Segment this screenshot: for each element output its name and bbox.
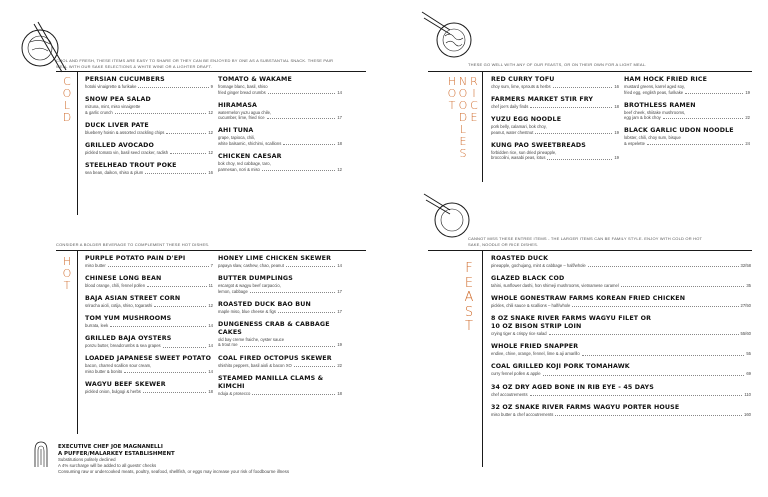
menu-item [218, 355, 342, 369]
dish-price: 18 [337, 390, 342, 396]
dish-price-line [85, 130, 213, 136]
dish-description: maple miso, blue cheese & figs [218, 308, 276, 314]
dish-description: watermelon yuzu agua chile, [218, 109, 272, 115]
dish-price-line [491, 283, 751, 289]
restaurant-logo-icon [33, 440, 49, 468]
section-title-letter: H [447, 75, 457, 88]
cold-column-right [218, 76, 342, 179]
menu-item [218, 127, 342, 146]
menu-item [218, 321, 342, 348]
dot-leader [294, 366, 336, 367]
dish-name: SNOW PEA SALAD [85, 96, 151, 104]
dot-leader [115, 113, 207, 114]
menu-item [85, 122, 213, 136]
dot-leader [647, 144, 743, 145]
section-title-letter: O [447, 87, 457, 100]
noodles-intro: THESE GO WELL WITH ANY OF OUR FEASTS, OR ON THEIR OWN FOR A LIGHT MEAL. [468, 62, 647, 67]
dot-leader [267, 118, 336, 119]
noodles-column-right [624, 76, 750, 153]
dish-name: HAM HOCK FRIED RICE [624, 76, 708, 83]
dish-description: & garlic crunch [85, 109, 113, 115]
dish-name: STEAMED MANILLA CLAMS & KIMCHI [218, 374, 324, 390]
dish-name: DUCK LIVER PATE [85, 121, 149, 129]
dish-description: forbidden rice, sun dried pineapple, [491, 149, 557, 155]
dish-description: miso butter & bonito [85, 369, 123, 375]
dot-leader [530, 107, 612, 108]
dish-price-line [491, 84, 619, 90]
dish-description: tahini, sunflower dashi, hon shimeji mushrooms, vietnamese caramel [491, 283, 619, 289]
menu-item [85, 335, 213, 349]
dish-name: LOADED JAPANESE SWEET POTATO [85, 355, 212, 363]
dot-leader [138, 87, 208, 88]
feast-items-list [491, 255, 751, 424]
dish-name: RED CURRY TOFU [491, 76, 555, 83]
dish-price-line [85, 389, 213, 395]
dish-description: ponzu butter, breadcrumbs & sea grapes [85, 343, 161, 349]
dot-leader [154, 306, 206, 307]
dish-name: FARMERS MARKET STIR FRY [491, 96, 594, 104]
dish-price: 17 [337, 308, 342, 314]
dish-description: pickles, chili sauce & scallions – half/whole [491, 303, 571, 309]
dish-price-line [85, 369, 213, 375]
dish-price: 19 [614, 155, 619, 161]
cold-column-left [85, 76, 213, 182]
establishment-credit: A PUFFER/MALARKEY ESTABLISHMENT [58, 450, 175, 457]
dish-name: DUNGENESS CRAB & CABBAGE CAKES [218, 320, 330, 336]
hot-column-left [85, 255, 213, 401]
dot-leader [663, 118, 744, 119]
dish-price: 17 [337, 288, 342, 294]
hot-vertical-rule [77, 251, 78, 434]
dish-price: 27/50 [740, 303, 751, 309]
section-title-letter: T [448, 99, 456, 112]
dish-price: 16 [614, 84, 619, 89]
dish-price-line [218, 141, 342, 147]
dish-price-line [85, 323, 213, 329]
dish-price-line [491, 392, 751, 398]
dish-price-line [491, 351, 751, 357]
dish-description: fromage blanc, basil, shiso [218, 84, 268, 89]
section-title-letter: O [458, 99, 468, 112]
dish-price: 160 [744, 411, 751, 417]
dish-price: 7 [210, 263, 213, 268]
dish-price: 14 [337, 89, 342, 95]
dish-price: 19 [745, 89, 750, 95]
dish-price-line [218, 167, 342, 173]
menu-item [491, 404, 751, 418]
dish-name: COAL FIRED OCTOPUS SKEWER [218, 354, 332, 362]
menu-item [491, 76, 619, 90]
dish-description: endive, chive, orange, fennel, lime & aji amarillo [491, 351, 580, 357]
dish-name: COAL GRILLED KOJI PORK TOMAHAWK [491, 363, 630, 371]
dish-price: 14 [208, 343, 213, 349]
cold-intro: COOL AND FRESH, THESE ITEMS ARE EASY TO SHARE OR THEY CAN BE ENJOYED BY ONE AS A SUBSTANTIAL SNACK. THESE PAIR WELL WITH OUR SAKE SELECTIONS & WHITE WINE OR A LIGHTER DRAFT. [56, 58, 334, 69]
dish-description: pickled onion, bulgogi & herbs [85, 389, 141, 395]
dish-name: 10 OZ BISON STRIP LOIN [491, 323, 582, 331]
dish-name: HONEY LIME CHICKEN SKEWER [218, 255, 332, 262]
menu-item [491, 295, 751, 309]
footer-note: Substitutions politely declined [58, 457, 116, 463]
dot-leader [530, 395, 743, 396]
dish-description: old bay creme fraiche, oyster sauce [218, 336, 285, 342]
noodle-bowl-icon [420, 10, 482, 66]
dish-price: 14 [208, 369, 213, 375]
footer-note: A 4% surcharge will be added to all guests' checks [58, 462, 157, 468]
dish-price-line [85, 303, 213, 309]
dish-name: STEELHEAD TROUT POKE [85, 161, 177, 169]
dish-description: egg jam & bok choy [624, 115, 661, 121]
dish-name: TOM YUM MUSHROOMS [85, 315, 172, 323]
dish-price: 17 [337, 115, 342, 121]
dish-description: chef joe's daily finds [491, 104, 529, 110]
menu-footer [58, 444, 378, 475]
dish-price: 14 [208, 323, 213, 329]
section-title-letter: L [63, 99, 71, 112]
dish-price: 22 [745, 115, 750, 121]
dish-description: mizuna, mint, miso vinaigrette [85, 104, 141, 110]
menu-item [85, 142, 213, 156]
dish-description: broccolini, wasabi peas, lotus [491, 155, 546, 161]
dish-name: WHOLE GONESTRAW FARMS KOREAN FRIED CHICKEN [491, 295, 686, 303]
dish-description: cucumber, lime, fried rice [218, 115, 265, 121]
cold-bowl-icon [14, 18, 72, 78]
section-title-letter: O [458, 87, 468, 100]
dot-leader [110, 326, 206, 327]
dish-description: miso butter & chef accoutrements [491, 411, 554, 417]
dish-description: & trout roe [218, 342, 238, 348]
dish-description: bok choy, red cabbage, taro, [218, 161, 271, 167]
dish-price: 19 [614, 129, 619, 135]
menu-item [491, 343, 751, 357]
dish-price-line [218, 263, 342, 269]
feast-section-title [460, 262, 478, 335]
dot-leader [621, 286, 745, 287]
dish-description: & espelette [624, 140, 645, 146]
section-title-letter: S [464, 304, 474, 320]
dish-description: lobster, chili, choy sum, bisque [624, 135, 681, 141]
noodles-column-left [491, 76, 619, 168]
dish-price-line [491, 371, 751, 377]
menu-item [624, 127, 750, 146]
dish-price-line [218, 391, 342, 397]
dish-name: CHICKEN CAESAR [218, 153, 282, 161]
dot-leader [108, 266, 209, 267]
section-title-letter: D [458, 111, 468, 124]
dish-price-line [218, 342, 342, 348]
dot-leader [286, 266, 335, 267]
dish-description: chef accoutrements [491, 391, 528, 397]
menu-item [85, 255, 213, 269]
dish-description: blueberry hoisin & assorted crackling chips [85, 129, 165, 135]
dot-leader [250, 292, 336, 293]
dish-name: BAJA ASIAN STREET CORN [85, 295, 181, 303]
section-title-letter: T [63, 279, 71, 292]
dish-price-line [85, 263, 213, 269]
dish-price: 12 [208, 129, 213, 135]
dish-name: GRILLED AVOCADO [85, 141, 154, 149]
dish-price: 55 [746, 351, 751, 357]
dish-name: GRILLED BAJA OYSTERS [85, 335, 172, 343]
section-title-letter: R [470, 75, 478, 88]
menu-item [85, 76, 213, 90]
dish-name: 34 OZ DRY AGED BONE IN RIB EYE - 45 DAYS [491, 383, 654, 391]
dish-price-line [85, 343, 213, 349]
dot-leader [252, 394, 335, 395]
menu-item [218, 275, 342, 294]
dish-description: peanut, water chestnut [491, 129, 534, 135]
menu-item [218, 102, 342, 121]
dish-price-line [491, 155, 619, 161]
menu-item [85, 162, 213, 176]
dish-description: bacon, charred scallion sour cream, [85, 363, 152, 369]
menu-item [624, 76, 750, 95]
dish-price-line [218, 363, 342, 369]
dish-price-line [85, 84, 213, 90]
dot-leader [283, 144, 335, 145]
dish-description: sea bean, daikon, shiso & plum [85, 169, 144, 175]
dish-description: hotoki vinaigrette & furikake [85, 84, 137, 89]
dish-description: escargot & wagyu beef carpaccio, [218, 283, 281, 289]
menu-item [85, 295, 213, 309]
dot-leader [535, 133, 612, 134]
menu-item [85, 355, 213, 374]
dish-price: 110 [744, 391, 751, 397]
section-title-letter: D [62, 111, 72, 124]
dish-description: nduja & prosecco [218, 390, 251, 396]
footer-note: Consuming raw or undercooked meats, poultry, seafood, shellfish, or eggs may increase your risk of foodbourne illness [58, 468, 290, 474]
dish-price: 11 [208, 283, 213, 289]
section-title-letter: A [464, 290, 474, 305]
section-title-letter: S [459, 147, 467, 160]
dish-price-line [491, 104, 619, 110]
dish-price-line [85, 150, 213, 156]
hot-top-rule [56, 250, 366, 251]
dish-name: ROASTED DUCK BAO BUN [218, 300, 311, 308]
dish-price: 12 [337, 166, 342, 172]
dish-price-line [624, 115, 750, 121]
dish-name: WAGYU BEEF SKEWER [85, 381, 166, 389]
dish-name: TOMATO & WAKAME [218, 76, 292, 83]
dish-name: CHINESE LONG BEAN [85, 275, 162, 283]
dot-leader [124, 372, 206, 373]
menu-item [218, 255, 342, 269]
menu-item [491, 255, 751, 269]
noodles-vertical-rule [482, 72, 483, 182]
dish-name: 32 OZ SNAKE RIVER FARMS WAGYU PORTER HOUSE [491, 403, 680, 411]
dish-description: sriracha aioli, cotija, shiso, togarashi [85, 303, 153, 309]
dot-leader [588, 266, 739, 267]
section-title-letter: I [472, 87, 476, 100]
dish-description: crying tiger & crispy rice salad [491, 331, 547, 337]
dish-price-line [85, 283, 213, 289]
dot-leader [278, 312, 335, 313]
dish-name: ROASTED DUCK [491, 255, 549, 262]
dot-leader [547, 159, 612, 160]
dish-price-line [491, 263, 751, 269]
dot-leader [143, 392, 206, 393]
dot-leader [145, 173, 206, 174]
menu-item [218, 375, 342, 397]
hot-intro: CONSIDER A BOLDER BEVERAGE TO COMPLEMENT THESE HOT DISHES. [56, 242, 210, 247]
dot-leader [268, 93, 336, 94]
dot-leader [262, 170, 335, 171]
dish-price-line [624, 141, 750, 147]
cold-vertical-rule [77, 72, 78, 215]
dish-price: 19 [337, 342, 342, 348]
dish-description: fried ginger bread crumbs [218, 89, 266, 95]
dish-description: fried egg, english peas, furikake [624, 89, 684, 95]
dish-description: papaya slaw, cashew, chao, peanut [218, 263, 284, 268]
feast-top-rule [428, 250, 752, 251]
dish-price-line [491, 130, 619, 136]
dish-name: KUNG PAO SWEETBREADS [491, 141, 586, 149]
dish-price-line [85, 110, 213, 116]
feast-intro: CANNOT MISS THESE ENTREE ITEMS - THE LARGER ITEMS CAN BE FAMILY STYLE. ENJOY WITH COLD OR HOT SAKE, NOODLE OR RICE DISHES. [468, 236, 703, 247]
dish-name: YUZU EGG NOODLE [491, 116, 562, 124]
dot-leader [240, 346, 336, 347]
menu-item [624, 102, 750, 121]
dish-price: 32/58 [740, 263, 751, 268]
menu-item [491, 142, 619, 161]
dish-price: 12 [208, 109, 213, 115]
dish-name: AHI TUNA [218, 127, 254, 135]
dish-price: 24 [745, 140, 750, 146]
dot-leader [543, 375, 745, 376]
noodles-top-rule [428, 71, 752, 72]
noodles-title-rice [468, 76, 480, 124]
section-title-letter: O [62, 87, 72, 100]
dish-name: GLAZED BLACK COD [491, 275, 565, 283]
dish-name: BLACK GARLIC UDON NOODLE [624, 127, 734, 135]
cold-top-rule [56, 71, 366, 72]
dish-price: 12 [208, 303, 213, 309]
dish-description: miso butter [85, 263, 106, 268]
hot-column-right [218, 255, 342, 403]
dish-description: pork belly, calamari, bok choy, [491, 124, 547, 130]
dish-name: HIRAMASA [218, 101, 258, 109]
dish-price: 35 [746, 283, 751, 289]
section-title-letter: E [464, 275, 474, 291]
dot-leader [170, 153, 206, 154]
menu-item [218, 153, 342, 172]
dish-description: choy sum, lime, sprouts & herbs [491, 84, 551, 89]
dish-price-line [218, 90, 342, 96]
dish-price-line [624, 90, 750, 96]
dish-description: beef cheek, shiitake mushrooms, [624, 109, 686, 115]
dish-name: BUTTER DUMPLINGS [218, 275, 293, 283]
cold-section-title [58, 76, 76, 124]
dish-description: lemon, cabbage [218, 288, 248, 294]
dish-price: 18 [208, 389, 213, 395]
dot-leader [163, 347, 207, 348]
menu-item [85, 381, 213, 395]
dot-leader [553, 87, 613, 88]
section-title-letter: F [465, 261, 473, 276]
menu-item [85, 275, 213, 289]
section-title-letter: L [459, 123, 467, 136]
menu-item [491, 363, 751, 377]
dish-price: 18 [337, 140, 342, 146]
menu-item [491, 384, 751, 398]
dish-description: grape, tapioca, chili, [218, 135, 256, 141]
dot-leader [166, 133, 206, 134]
menu-item [491, 116, 619, 135]
dish-price: 55/60 [740, 331, 751, 337]
dish-description: mustard greens, karrel aged soy, [624, 84, 685, 89]
dish-price: 18 [614, 104, 619, 110]
dish-description: pickled tomato vin, basil seed cracker, radish [85, 149, 169, 155]
dish-description: pineapple, gochujang, mint & cabbage – half/whole [491, 263, 586, 268]
dish-price: 14 [337, 263, 342, 268]
dish-price: 12 [208, 149, 213, 155]
dish-price: 9 [210, 84, 213, 89]
section-title-letter: E [459, 135, 467, 148]
dish-price-line [491, 303, 751, 309]
hot-section-title [58, 256, 76, 292]
dish-description: parmesan, nori & miso [218, 166, 260, 172]
feast-vertical-rule [482, 251, 483, 467]
dot-leader [555, 415, 742, 416]
section-title-letter: H [62, 255, 72, 268]
dish-price: 22 [337, 362, 342, 368]
dish-name: WHOLE FRIED SNAPPER [491, 343, 579, 351]
dot-leader [549, 334, 739, 335]
right-menu-page [384, 0, 768, 497]
dish-price-line [218, 309, 342, 315]
dish-description: blood orange, chili, fennel pollen [85, 283, 146, 289]
menu-item [85, 315, 213, 329]
menu-item [218, 301, 342, 315]
section-title-letter: C [470, 99, 478, 112]
dot-leader [685, 93, 743, 94]
section-title-letter: N [458, 75, 468, 88]
dish-description: burrata, leek [85, 323, 109, 329]
dot-leader [582, 355, 745, 356]
section-title-letter: C [63, 75, 71, 88]
menu-item [218, 76, 342, 95]
section-title-letter: E [470, 111, 478, 124]
dish-price-line [218, 289, 342, 295]
menu-item [85, 96, 213, 115]
chef-credit: EXECUTIVE CHEF JOE MAGNANELLI [58, 444, 163, 450]
dish-price-line [218, 115, 342, 121]
section-title-letter: O [62, 267, 72, 280]
dot-leader [572, 306, 738, 307]
dish-name: BROTHLESS RAMEN [624, 101, 696, 109]
section-title-letter: T [465, 319, 473, 334]
dish-description: curry fennel pollen & apple [491, 371, 541, 377]
menu-item [491, 96, 619, 110]
dish-name: PURPLE POTATO PAIN D'EPI [85, 255, 186, 262]
dish-description: shishito peppers, basil aioli & bacon XO [218, 362, 292, 368]
menu-item [491, 315, 751, 337]
dish-name: PERSIAN CUCUMBERS [85, 76, 165, 83]
dish-description: white balsamic, shichimi, scallions [218, 140, 282, 146]
dish-price-line [491, 412, 751, 418]
menu-item [491, 275, 751, 289]
dish-price: 16 [208, 169, 213, 175]
dish-price: 69 [746, 371, 751, 377]
dish-name: 8 OZ SNAKE RIVER FARMS WAGYU FILET OR [491, 315, 652, 323]
dot-leader [147, 286, 207, 287]
dish-price-line [85, 170, 213, 176]
dish-price-line [491, 331, 751, 337]
